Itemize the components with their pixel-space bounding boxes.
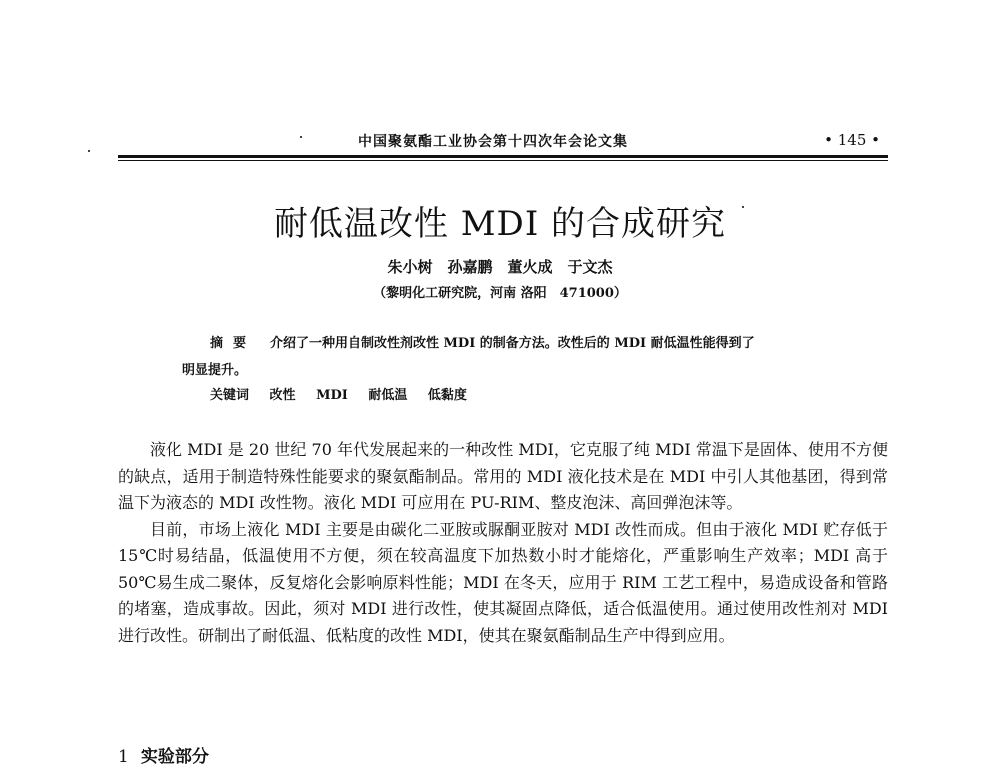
paragraph: 目前，市场上液化 MDI 主要是由碳化二亚胺或脲酮亚胺对 MDI 改性而成。但由于液化 MDI 贮存低于 15℃时易结晶，低温使用不方便，须在较高温度下加热数小时才能熔化，严重影响生产效率；MDI 高于 50℃易生成二聚体，反复熔化会影响原料性能；MDI 在冬天，应用于 RIM 工艺工程中，易造成设备和管路的堵塞，造成事故。因此，须对 MDI 进行改性，使其凝固点降低，适合低温使用。通过使用改性剂对 MDI 进行改性。研制出了耐低温、低粘度的改性 MDI，使其在聚氨酯制品生产中得到应用。 bbox=[118, 519, 888, 645]
author-list: 朱小树 孙嘉鹏 董火成 于文杰 bbox=[387, 258, 613, 276]
keywords bbox=[210, 384, 467, 403]
paragraph: 液化 MDI 是 20 世纪 70 年代发展起来的一种改性 MDI，它克服了纯 MDI 常温下是固体、使用不方便的缺点，适用于制造特殊性能要求的聚氨酯制品。常用的 MDI 液化技术是在 MDI 中引人其他基团，得到常温下为液态的 MDI 改性物。液化 MDI 可应用在 PU-RIM、整皮泡沫、高回弹泡沫等。 bbox=[118, 440, 888, 512]
scan-speck bbox=[88, 150, 90, 152]
paper-title: 耐低温改性 MDI 的合成研究 bbox=[273, 204, 727, 244]
header-rule-thick bbox=[118, 155, 888, 158]
running-header bbox=[118, 131, 888, 155]
body-text bbox=[118, 437, 888, 649]
section-title: 实验部分 bbox=[140, 747, 209, 767]
abstract-text-line2: 明显提升。 bbox=[182, 363, 248, 378]
abstract-text-line1: 介绍了一种用自制改性剂改性 MDI 的制备方法。改性后的 MDI 耐低温性能得到了 bbox=[270, 336, 755, 351]
header-rule-thin bbox=[118, 160, 888, 161]
affiliation: （黎明化工研究院，河南 洛阳 471000） bbox=[373, 286, 627, 301]
section-heading bbox=[118, 742, 209, 767]
abstract-label: 摘要 bbox=[210, 336, 257, 351]
keyword: 低黏度 bbox=[427, 388, 467, 403]
journal-title: 中国聚氨酯工业协会第十四次年会论文集 bbox=[358, 134, 628, 150]
keyword: 改性 bbox=[269, 388, 296, 403]
abstract bbox=[182, 330, 842, 384]
keywords-label: 关键词 bbox=[210, 388, 250, 403]
keyword: MDI bbox=[316, 388, 348, 403]
page-number: • 145 • bbox=[824, 131, 880, 149]
keyword: 耐低温 bbox=[368, 388, 408, 403]
section-number: 1 bbox=[118, 747, 129, 767]
